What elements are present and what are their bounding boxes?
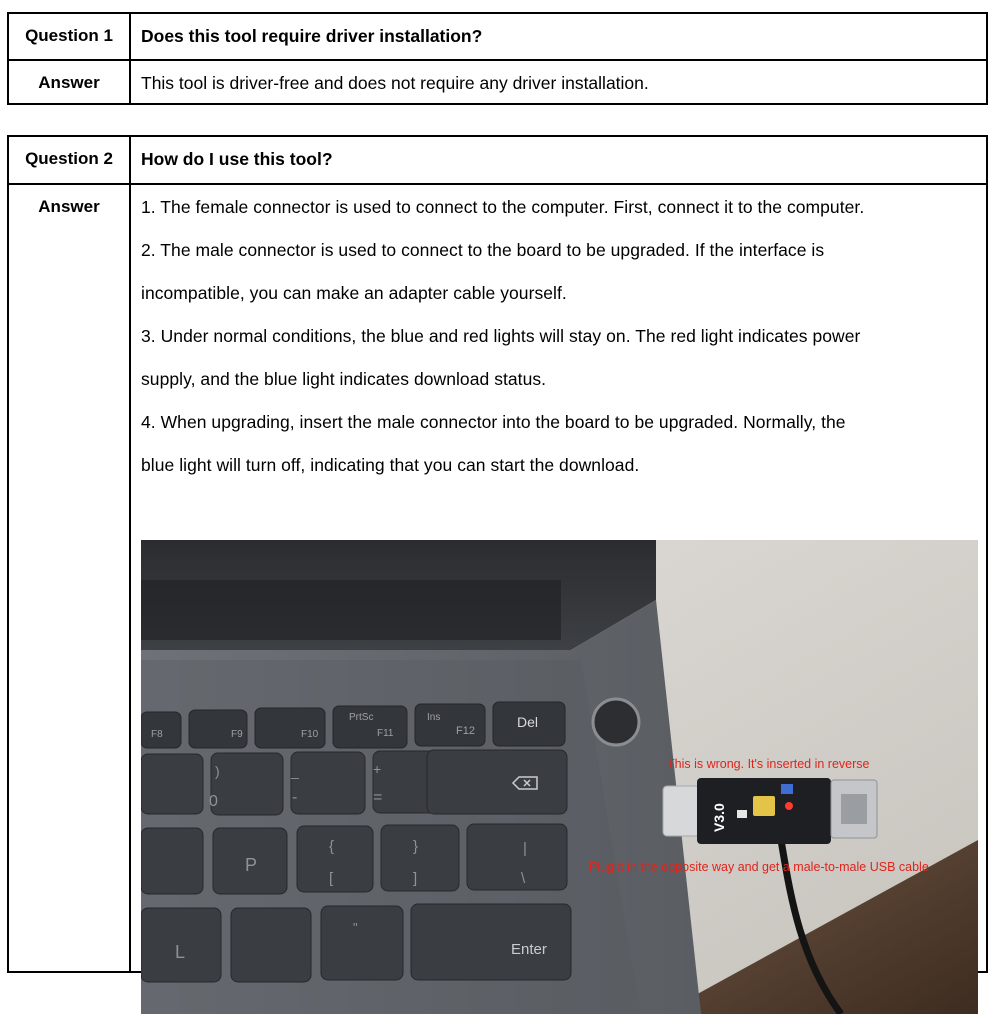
usb-tool-device [663,778,877,844]
key-f9: F9 [231,729,243,740]
answer-line: 3. Under normal conditions, the blue and red lights will stay on. The red light indicates power [141,326,861,346]
answer-row [9,183,986,971]
answer-row [9,59,986,104]
question-label: Question 2 [9,137,131,183]
key-l: L [175,942,186,962]
key-del: Del [517,714,539,730]
key-minus-top: _ [291,763,299,779]
question-row [9,137,986,183]
key-plus-top: + [373,761,382,777]
key-quote: " [353,920,358,935]
key-zero: 0 [209,793,218,810]
faq-table-1 [7,12,988,105]
question-text: How do I use this tool? [141,149,333,169]
key-pipe-top: | [523,840,527,857]
key-minus: - [292,789,298,806]
key-rbrace-top: } [413,838,419,855]
annotation-wrong: This is wrong. It's inserted in reverse [667,757,870,771]
key-enter: Enter [511,941,547,958]
male-usb-connector [663,786,699,836]
question-row [9,14,986,59]
key-f12: F12 [456,725,475,737]
answer-line: incompatible, you can make an adapter cable yourself. [141,283,567,303]
power-led-icon [785,802,793,810]
key-f11: F11 [377,728,394,739]
annotation-fix: Plug it in the opposite way and get a male-to-male USB cable [589,860,929,874]
question-text: Does this tool require driver installation? [141,26,483,46]
key-rbracket: ] [413,870,418,887]
answer-line: 2. The male connector is used to connect to the board to be upgraded. If the interface is [141,240,825,260]
answer-line: 1. The female connector is used to connect to the computer. First, connect it to the computer. [141,197,865,217]
key-f8: F8 [151,729,163,740]
power-button-icon [593,699,639,745]
usb-tool-photo [141,540,978,1014]
key-backslash: \ [521,870,526,887]
key-lbrace-top: { [329,838,335,855]
answer-line: 4. When upgrading, insert the male connector into the board to be upgraded. Normally, the [141,412,846,432]
key-equals: = [373,789,383,806]
key-p: P [245,855,258,875]
key-f10: F10 [301,729,319,740]
answer-label: Answer [9,61,131,104]
faq-table-2 [7,135,988,973]
answer-text: This tool is driver-free and does not require any driver installation. [141,73,649,93]
answer-line: supply, and the blue light indicates download status. [141,369,547,389]
key-zero-top: ) [215,763,220,779]
key-lbracket: [ [329,870,334,887]
device-label: V3.0 [711,803,727,832]
answer-line: blue light will turn off, indicating that you can start the download. [141,455,640,475]
key-ins: Ins [427,712,441,723]
answer-label: Answer [9,185,131,971]
question-label: Question 1 [9,14,131,59]
key-prtsc: PrtSc [349,712,374,723]
